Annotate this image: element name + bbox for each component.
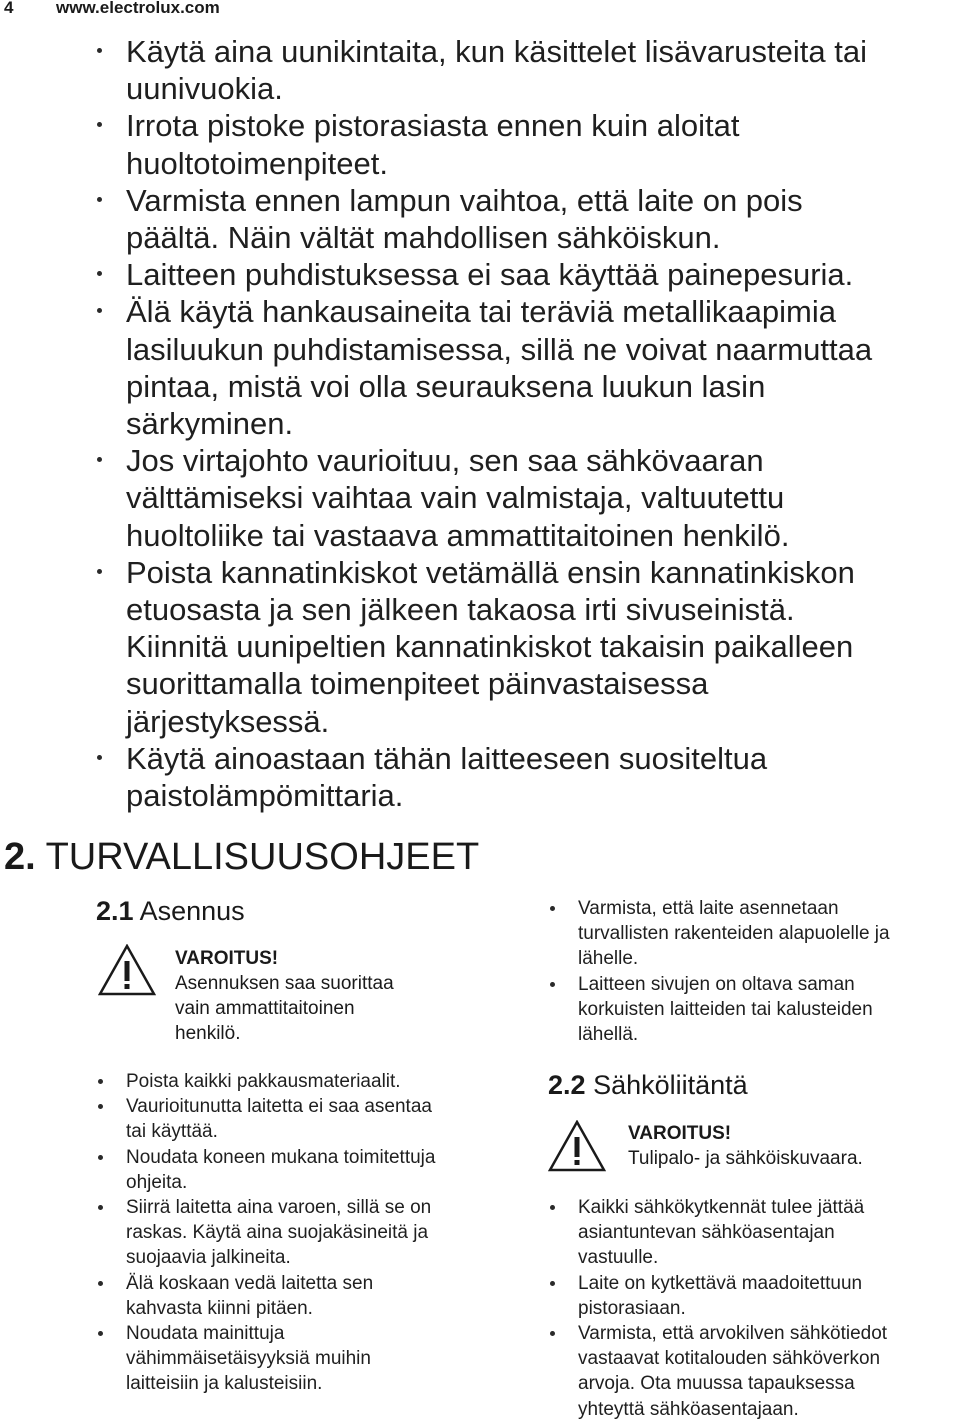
list-item-text: Vaurioitunutta laitetta ei saa asentaa bbox=[126, 1096, 432, 1118]
bullet-icon bbox=[550, 1331, 555, 1336]
warning-line: vain ammattitaitoinen bbox=[175, 998, 355, 1019]
list-item-text: järjestyksessä. bbox=[126, 703, 330, 739]
list-item-text: Noudata mainittuja bbox=[126, 1323, 285, 1345]
list-item-continued bbox=[548, 921, 960, 946]
list-item-text: turvallisten rakenteiden alapuolelle ja bbox=[578, 923, 890, 945]
bullet-icon bbox=[97, 308, 102, 313]
list-item-continued bbox=[96, 1119, 516, 1144]
list-item-text: Laitteen puhdistuksessa ei saa käyttää painepesuria. bbox=[126, 257, 854, 293]
list-item-text: pintaa, mistä voi olla seurauksena luukun lasin bbox=[126, 368, 766, 404]
bullet-icon bbox=[550, 906, 555, 911]
list-item bbox=[96, 1069, 516, 1094]
list-item-text: asiantuntevan sähköasentajan bbox=[578, 1222, 835, 1244]
section-title-text: TURVALLISUUSOHJEET bbox=[45, 836, 480, 878]
warning-line: Asennuksen saa suorittaa bbox=[175, 973, 394, 994]
list-item-text: arvoja. Ota muussa tapauksessa bbox=[578, 1373, 855, 1395]
warning-title: VAROITUS! bbox=[628, 1123, 732, 1144]
list-item-text: välttämiseksi vaihtaa vain valmistaja, valtuutettu bbox=[126, 480, 785, 516]
subsection-heading-electrical bbox=[548, 1069, 748, 1101]
bullet-icon bbox=[98, 1331, 103, 1336]
list-item-continued bbox=[96, 591, 960, 628]
list-item-continued bbox=[96, 628, 960, 665]
safety-list-top bbox=[96, 33, 960, 814]
list-item-continued bbox=[548, 1220, 960, 1245]
list-item-text: suorittamalla toimenpiteet päinvastaisessa bbox=[126, 666, 709, 702]
list-item bbox=[96, 1094, 516, 1119]
list-item-text: Älä käytä hankausaineita tai teräviä metallikaapimia bbox=[126, 294, 836, 330]
list-item bbox=[96, 554, 960, 591]
warning-triangle-icon bbox=[548, 1120, 606, 1172]
list-item-text: lähellä. bbox=[578, 1024, 639, 1046]
list-item-text: vastuulle. bbox=[578, 1247, 659, 1269]
list-item-text: pistorasiaan. bbox=[578, 1297, 686, 1319]
warning-line: Tulipalo- ja sähköiskuvaara. bbox=[628, 1148, 863, 1169]
list-item-continued bbox=[96, 1170, 516, 1195]
list-item bbox=[548, 896, 960, 921]
list-item-text: vastaavat kotitalouden sähköverkon bbox=[578, 1348, 881, 1370]
section-number: 2. bbox=[4, 836, 36, 878]
subsection-title: Sähköliitäntä bbox=[593, 1070, 748, 1100]
list-item bbox=[548, 1321, 960, 1346]
list-item-continued bbox=[548, 1346, 960, 1371]
list-item-continued bbox=[96, 331, 960, 368]
bullet-icon bbox=[98, 1104, 103, 1109]
list-item-text: uunivuokia. bbox=[126, 71, 283, 107]
list-item-text: lähelle. bbox=[578, 948, 639, 970]
list-item-text: suojaavia jalkineita. bbox=[126, 1247, 291, 1269]
page-number: 4 bbox=[4, 0, 14, 17]
list-item-text: Käytä ainoastaan tähän laitteeseen suositeltua bbox=[126, 740, 768, 776]
list-item-text: tai käyttää. bbox=[126, 1121, 218, 1143]
list-item-continued bbox=[96, 665, 960, 702]
list-item-text: ohjeita. bbox=[126, 1171, 188, 1193]
list-item bbox=[96, 33, 960, 70]
list-item-continued bbox=[96, 517, 960, 554]
list-item-text: Poista kannatinkiskot vetämällä ensin kannatinkiskon bbox=[126, 554, 855, 590]
list-item-continued bbox=[96, 405, 960, 442]
subsection-number: 2.1 bbox=[96, 896, 134, 926]
list-item-text: paistolämpömittaria. bbox=[126, 778, 404, 814]
section-title bbox=[4, 834, 479, 880]
warning-box-installation bbox=[175, 946, 394, 1046]
list-item-continued bbox=[96, 1371, 516, 1396]
list-item-continued bbox=[96, 70, 960, 107]
warning-line: henkilö. bbox=[175, 1023, 241, 1044]
list-item-continued bbox=[96, 1296, 516, 1321]
list-item-continued bbox=[548, 1022, 960, 1047]
list-item-text: korkuisten laitteiden tai kalusteiden bbox=[578, 998, 873, 1020]
list-item-text: Älä koskaan vedä laitetta sen bbox=[126, 1272, 374, 1294]
warning-box-electrical bbox=[628, 1121, 863, 1171]
bullet-icon bbox=[98, 1281, 103, 1286]
bullet-icon bbox=[98, 1155, 103, 1160]
list-item-text: huoltoliike tai vastaava ammattitaitoinen henkilö. bbox=[126, 517, 790, 553]
list-item-continued bbox=[96, 219, 960, 256]
list-item-continued bbox=[548, 1397, 960, 1422]
list-item bbox=[96, 1145, 516, 1170]
warning-title: VAROITUS! bbox=[175, 948, 279, 969]
list-item bbox=[548, 1271, 960, 1296]
installation-list-continued bbox=[548, 896, 960, 1047]
list-item bbox=[548, 972, 960, 997]
list-item bbox=[96, 1195, 516, 1220]
list-item bbox=[96, 256, 960, 293]
list-item bbox=[96, 442, 960, 479]
bullet-icon bbox=[550, 1205, 555, 1210]
list-item-text: etuosasta ja sen jälkeen takaosa irti sivuseinistä. bbox=[126, 592, 795, 628]
bullet-icon bbox=[550, 1281, 555, 1286]
bullet-icon bbox=[97, 197, 102, 202]
list-item-continued bbox=[548, 1371, 960, 1396]
list-item-text: Laitteen sivujen on oltava saman bbox=[578, 973, 855, 995]
bullet-icon bbox=[97, 457, 102, 462]
list-item-continued bbox=[96, 479, 960, 516]
list-item-continued bbox=[548, 1245, 960, 1270]
list-item-text: Kiinnitä uunipeltien kannatinkiskot takaisin paikalleen bbox=[126, 629, 854, 665]
list-item-continued bbox=[96, 368, 960, 405]
list-item bbox=[96, 1321, 516, 1346]
list-item-text: Noudata koneen mukana toimitettuja bbox=[126, 1146, 436, 1168]
list-item bbox=[548, 1195, 960, 1220]
list-item bbox=[96, 107, 960, 144]
list-item-text: Varmista, että arvokilven sähkötiedot bbox=[578, 1323, 888, 1345]
bullet-icon bbox=[97, 122, 102, 127]
list-item-continued bbox=[548, 946, 960, 971]
list-item-text: laitteisiin ja kalusteisiin. bbox=[126, 1373, 323, 1395]
list-item-continued bbox=[96, 1220, 516, 1245]
list-item-text: Käytä aina uunikintaita, kun käsittelet lisävarusteita tai bbox=[126, 34, 867, 69]
list-item bbox=[96, 293, 960, 330]
list-item-continued bbox=[96, 1245, 516, 1270]
list-item bbox=[96, 1271, 516, 1296]
list-item-text: Kaikki sähkökytkennät tulee jättää bbox=[578, 1197, 865, 1218]
list-item-text: Laite on kytkettävä maadoitettuun bbox=[578, 1272, 863, 1294]
list-item-text: yhteyttä sähköasentajaan. bbox=[578, 1398, 799, 1420]
bullet-icon bbox=[97, 271, 102, 276]
bullet-icon bbox=[98, 1079, 103, 1084]
list-item-text: Varmista ennen lampun vaihtoa, että laite on pois bbox=[126, 182, 803, 218]
list-item-text: kahvasta kiinni pitäen. bbox=[126, 1297, 313, 1319]
subsection-title: Asennus bbox=[139, 896, 245, 926]
list-item-continued bbox=[96, 777, 960, 814]
list-item-text: päältä. Näin vältät mahdollisen sähköiskun. bbox=[126, 220, 721, 256]
subsection-heading-installation bbox=[96, 895, 245, 927]
list-item-text: Siirrä laitetta aina varoen, sillä se on bbox=[126, 1197, 432, 1219]
list-item-text: särkyminen. bbox=[126, 406, 294, 442]
bullet-icon bbox=[97, 755, 102, 760]
list-item-text: Irrota pistoke pistorasiasta ennen kuin aloitat bbox=[126, 108, 740, 144]
bullet-icon bbox=[98, 1205, 103, 1210]
list-item-continued bbox=[96, 1346, 516, 1371]
list-item-text: huoltotoimenpiteet. bbox=[126, 145, 388, 181]
list-item-continued bbox=[548, 1296, 960, 1321]
subsection-number: 2.2 bbox=[548, 1070, 586, 1100]
list-item-continued bbox=[96, 703, 960, 740]
header-url: www.electrolux.com bbox=[56, 0, 220, 17]
list-item bbox=[96, 182, 960, 219]
list-item-text: Varmista, että laite asennetaan bbox=[578, 898, 839, 919]
list-item-continued bbox=[548, 997, 960, 1022]
list-item-text: Jos virtajohto vaurioituu, sen saa sähkövaaran bbox=[126, 443, 764, 479]
list-item-continued bbox=[96, 145, 960, 182]
list-item-text: vähimmäisetäisyyksiä muihin bbox=[126, 1348, 371, 1370]
installation-list bbox=[96, 1069, 516, 1397]
warning-triangle-icon bbox=[98, 944, 156, 996]
list-item bbox=[96, 740, 960, 777]
list-item-text: lasiluukun puhdistamisessa, sillä ne voivat naarmuttaa bbox=[126, 331, 873, 367]
list-item-text: raskas. Käytä aina suojakäsineitä ja bbox=[126, 1222, 429, 1244]
bullet-icon bbox=[550, 982, 555, 987]
list-item-text: Poista kaikki pakkausmateriaalit. bbox=[126, 1071, 401, 1092]
electrical-list bbox=[548, 1195, 960, 1422]
bullet-icon bbox=[97, 569, 102, 574]
bullet-icon bbox=[97, 48, 102, 53]
